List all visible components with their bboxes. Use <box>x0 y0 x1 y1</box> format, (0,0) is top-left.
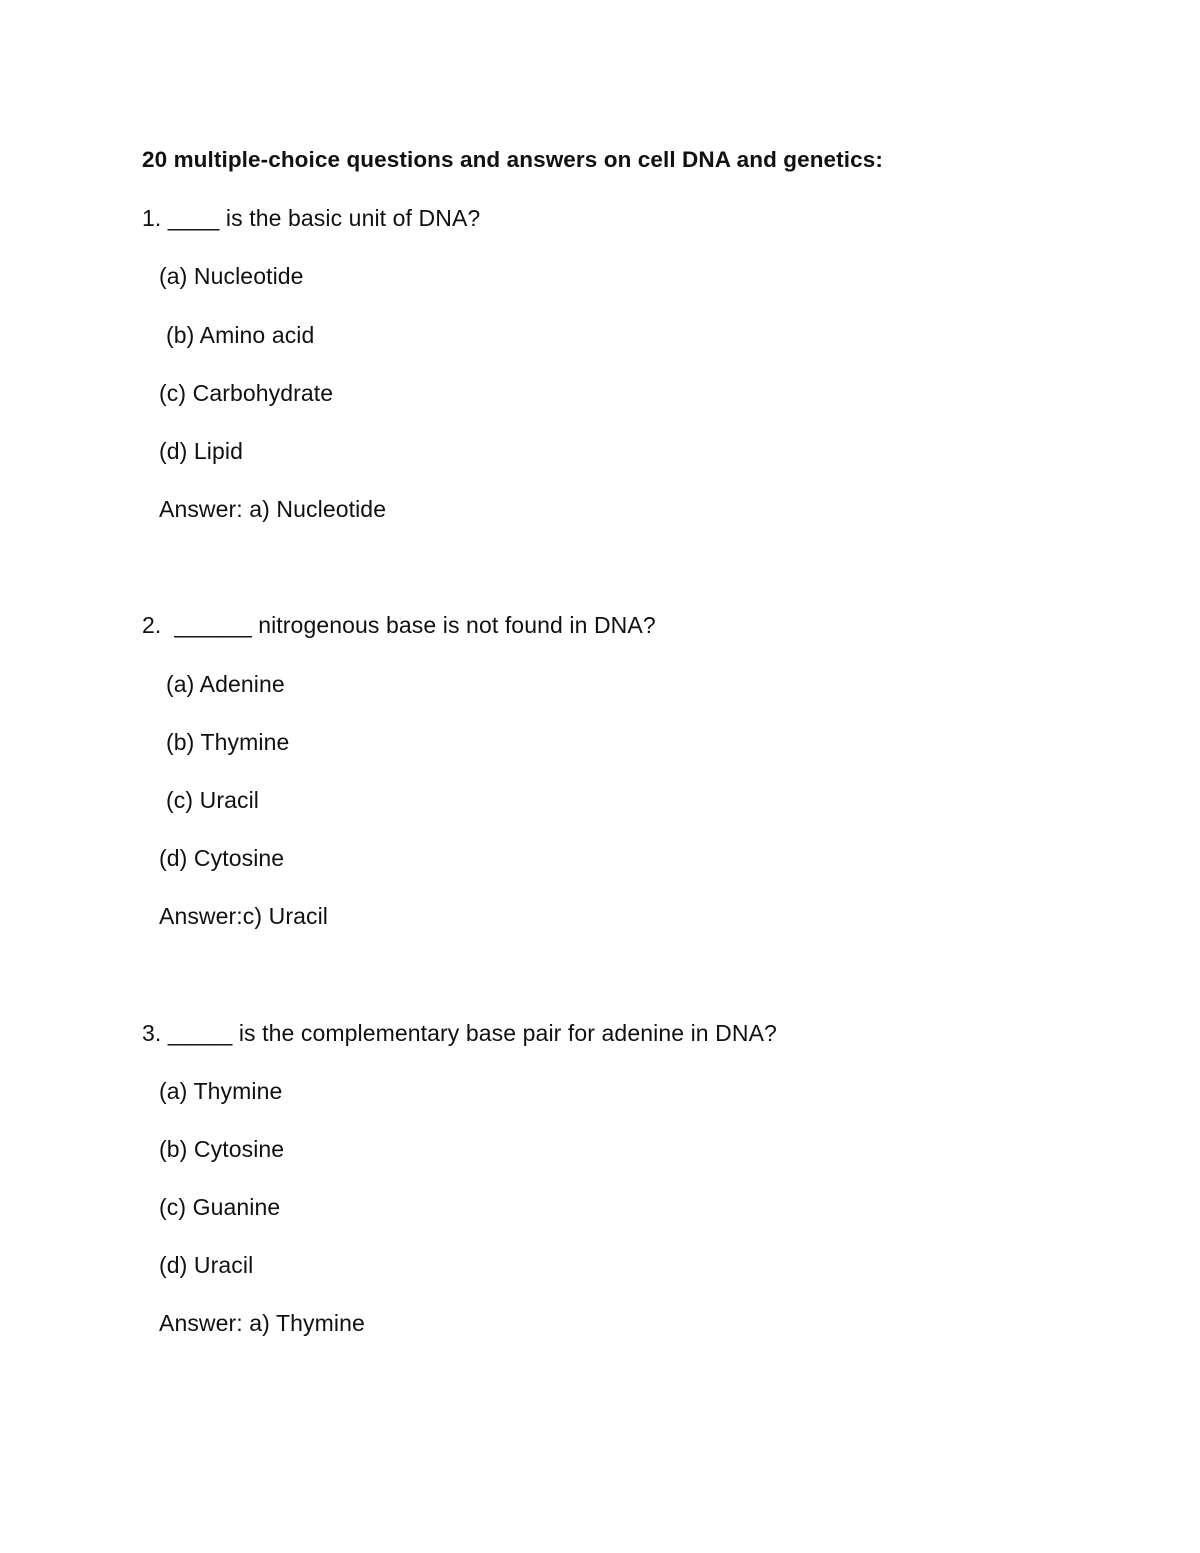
question-2-option-a: (a) Adenine <box>166 671 285 697</box>
question-1-answer: Answer: a) Nucleotide <box>159 496 387 522</box>
question-3-option-d: (d) Uracil <box>159 1252 254 1278</box>
question-1-prompt: 1. ____ is the basic unit of DNA? <box>142 205 481 231</box>
question-3-option-b: (b) Cytosine <box>159 1136 285 1162</box>
question-1-option-b: (b) Amino acid <box>166 322 315 348</box>
question-3-prompt: 3. _____ is the complementary base pair for adenine in DNA? <box>142 1020 777 1046</box>
question-1-option-d: (d) Lipid <box>159 438 243 464</box>
question-1-option-a: (a) Nucleotide <box>159 263 304 289</box>
question-3-option-c: (c) Guanine <box>159 1194 281 1220</box>
question-2-prompt: 2. ______ nitrogenous base is not found in DNA? <box>142 612 656 638</box>
document-title: 20 multiple-choice questions and answers on cell DNA and genetics: <box>142 147 883 172</box>
question-1-option-c: (c) Carbohydrate <box>159 380 334 406</box>
question-2-option-d: (d) Cytosine <box>159 845 285 871</box>
question-3-answer: Answer: a) Thymine <box>159 1310 365 1336</box>
question-2-option-b: (b) Thymine <box>166 729 290 755</box>
question-2-answer: Answer:c) Uracil <box>159 903 329 929</box>
question-3-option-a: (a) Thymine <box>159 1078 283 1104</box>
question-2-option-c: (c) Uracil <box>166 787 259 813</box>
